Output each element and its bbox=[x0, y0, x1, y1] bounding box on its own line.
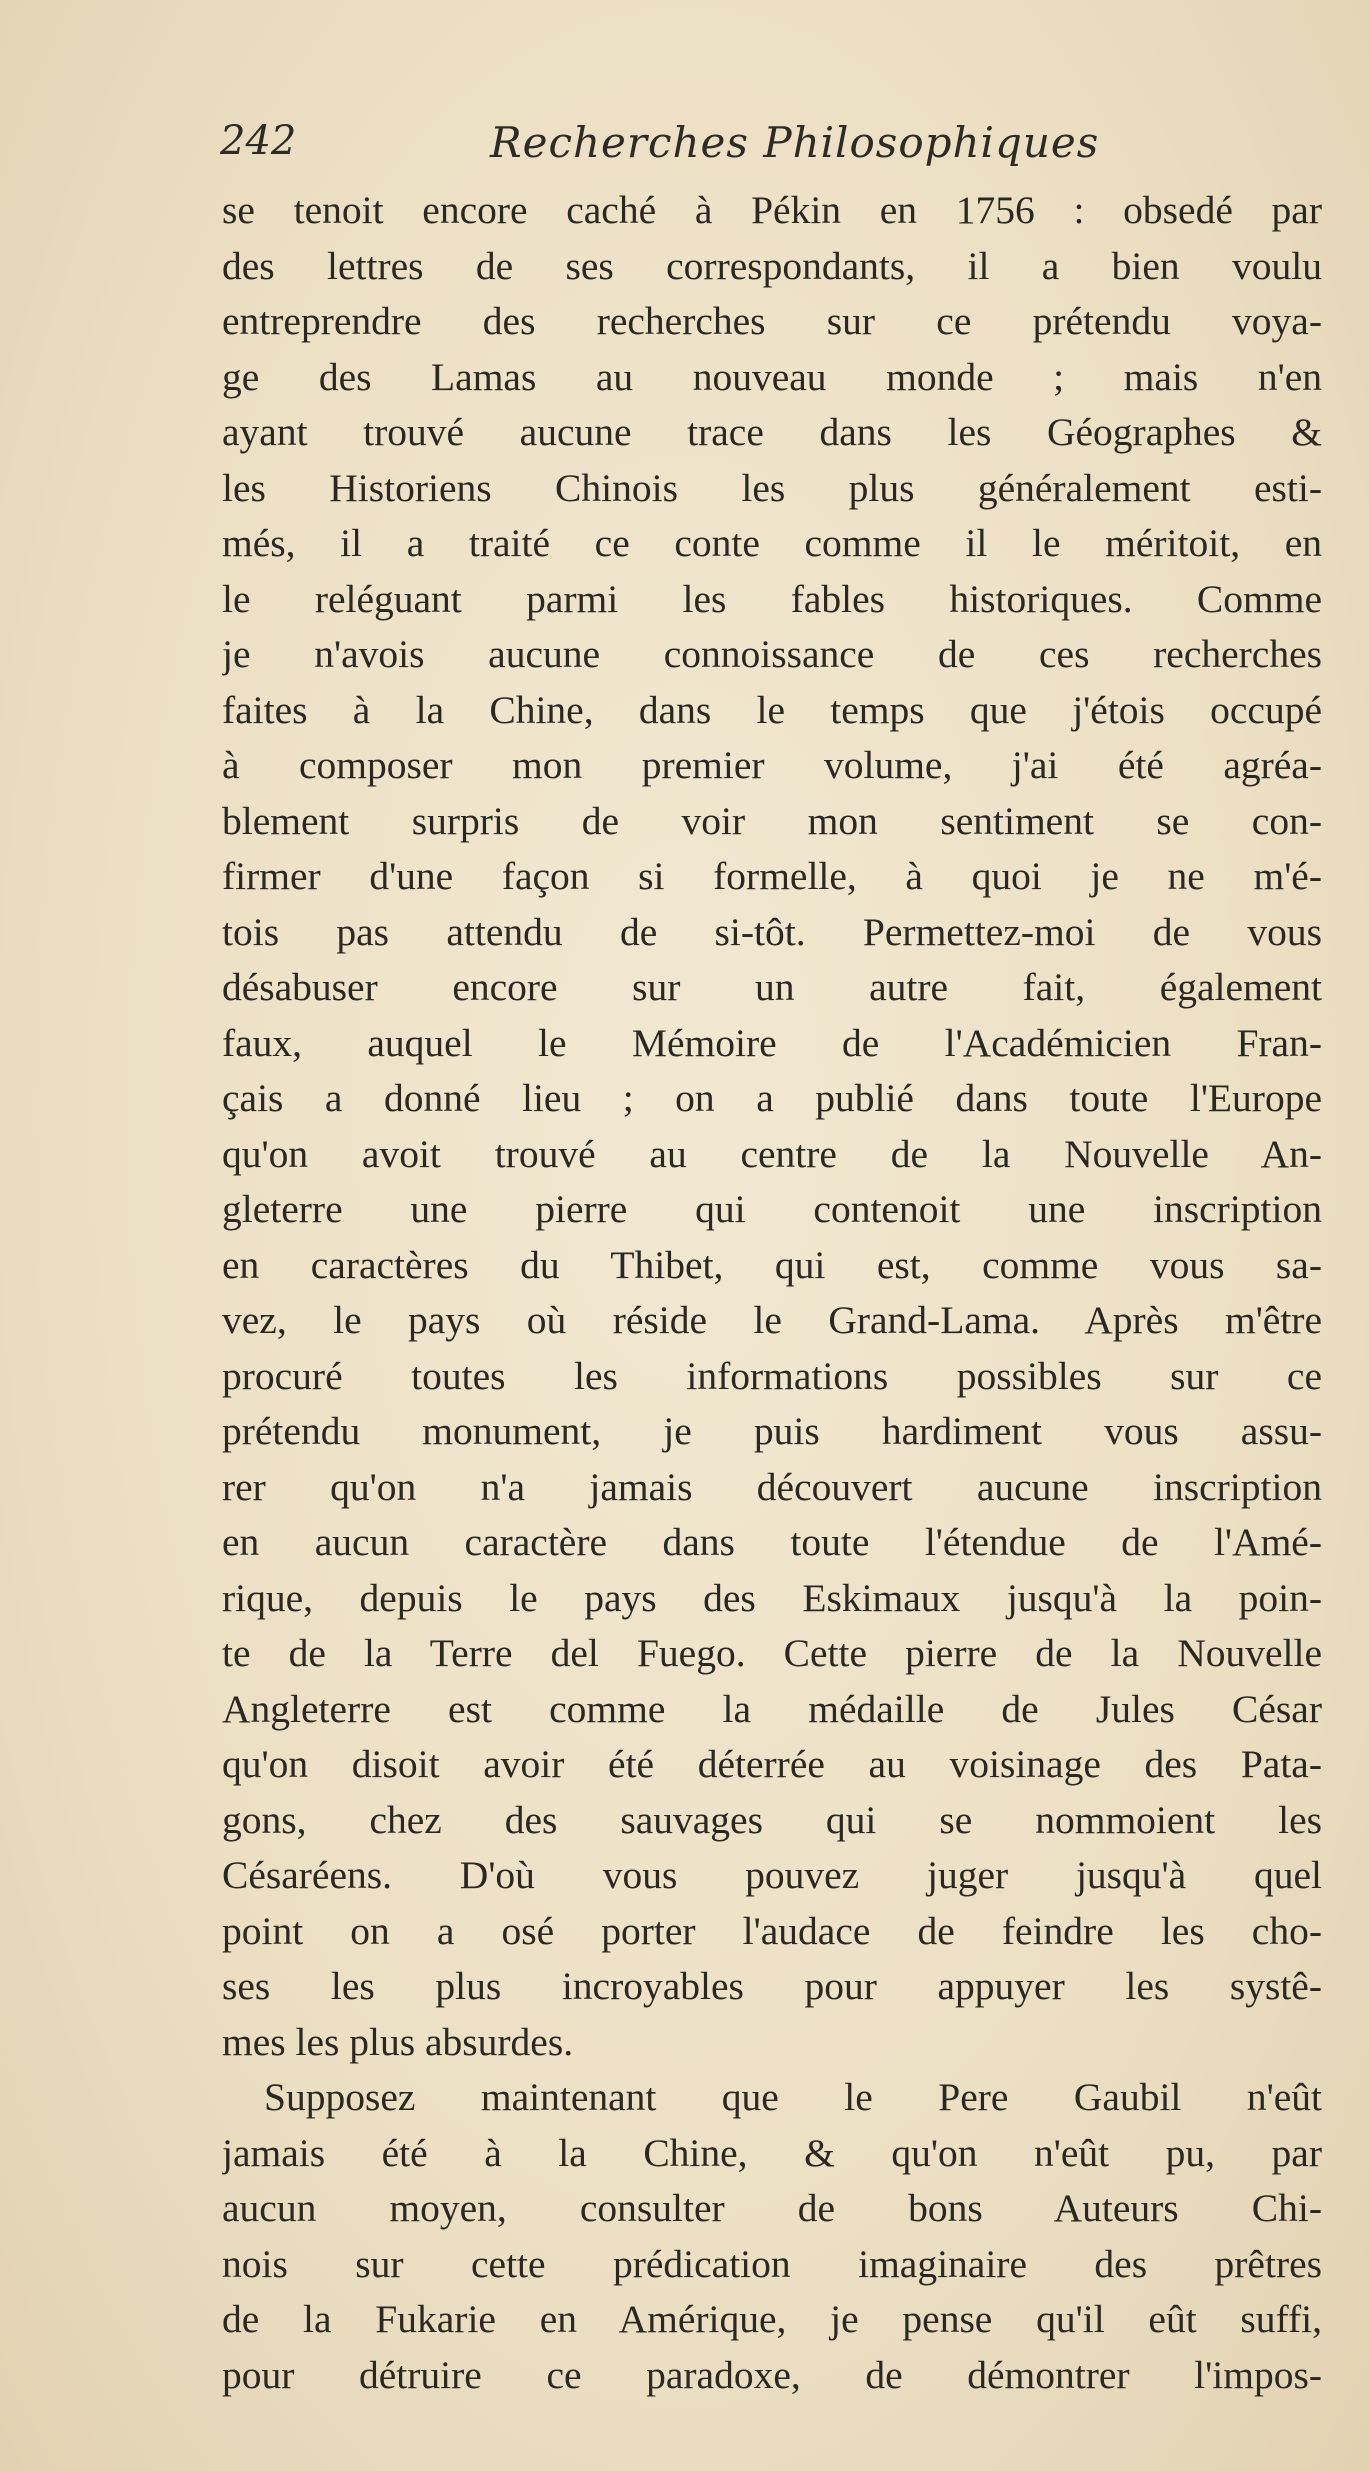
text-line: prétendu monument, je puis hardiment vous assu- bbox=[222, 1409, 1322, 1453]
page-header bbox=[220, 118, 1100, 188]
running-title: Recherches Philosophiques bbox=[490, 118, 1100, 167]
text-line: te de la Terre del Fuego. Cette pierre de la Nouvelle bbox=[222, 1631, 1322, 1675]
text-line: Césaréens. D'où vous pouvez juger jusqu'à quel bbox=[222, 1853, 1322, 1897]
text-line: blement surpris de voir mon sentiment se con- bbox=[222, 798, 1322, 843]
text-line: le reléguant parmi les fables historiques. Comme bbox=[222, 576, 1322, 621]
text-line: tois pas attendu de si-tôt. Permettez-moi de vous bbox=[222, 909, 1322, 954]
text-line: faites à la Chine, dans le temps que j'étois occupé bbox=[222, 687, 1322, 732]
text-line: à composer mon premier volume, j'ai été agréa- bbox=[222, 743, 1322, 787]
text-line: procuré toutes les informations possibles sur ce bbox=[222, 1353, 1322, 1398]
text-line: çais a donné lieu ; on a publié dans toute l'Europe bbox=[222, 1076, 1322, 1120]
text-line: se tenoit encore caché à Pékin en 1756 : obsedé par bbox=[222, 188, 1322, 232]
text-line: aucun moyen, consulter de bons Auteurs Chi- bbox=[222, 2186, 1322, 2230]
text-line: mes les plus absurdes. bbox=[222, 2019, 574, 2064]
text-line: de la Fukarie en Amérique, je pense qu'il eût suffi, bbox=[222, 2297, 1322, 2341]
text-line: les Historiens Chinois les plus généralement esti- bbox=[222, 465, 1322, 510]
body-text bbox=[222, 183, 1322, 2403]
text-line: point on a osé porter l'audace de feindre les cho- bbox=[222, 1908, 1322, 1953]
text-line: qu'on avoit trouvé au centre de la Nouvelle An- bbox=[222, 1131, 1322, 1176]
text-line: més, il a traité ce conte comme il le méritoit, en bbox=[222, 521, 1322, 565]
text-line: nois sur cette prédication imaginaire des prêtres bbox=[222, 2241, 1322, 2286]
text-line: pour détruire ce paradoxe, de démontrer l'impos- bbox=[222, 2352, 1322, 2397]
text-line: qu'on disoit avoir été déterrée au voisinage des Pata- bbox=[222, 1742, 1322, 1786]
text-line: je n'avois aucune connoissance de ces recherches bbox=[222, 632, 1322, 676]
text-line: désabuser encore sur un autre fait, également bbox=[222, 965, 1322, 1009]
text-line: Angleterre est comme la médaille de Jules César bbox=[222, 1686, 1322, 1731]
text-line: des lettres de ses correspondants, il a bien voulu bbox=[222, 243, 1322, 288]
text-line: faux, auquel le Mémoire de l'Académicien Fran- bbox=[222, 1020, 1322, 1065]
text-line: gons, chez des sauvages qui se nommoient les bbox=[222, 1797, 1322, 1842]
text-line: ses les plus incroyables pour appuyer les systê- bbox=[222, 1964, 1322, 2008]
page-number: 242 bbox=[220, 118, 297, 164]
text-line: en caractères du Thibet, qui est, comme vous sa- bbox=[222, 1242, 1322, 1287]
text-line: ge des Lamas au nouveau monde ; mais n'en bbox=[222, 354, 1322, 399]
text-line: Supposez maintenant que le Pere Gaubil n'eût bbox=[264, 2075, 1322, 2119]
text-line: entreprendre des recherches sur ce prétendu voya- bbox=[222, 299, 1322, 343]
text-line: gleterre une pierre qui contenoit une inscription bbox=[222, 1187, 1322, 1231]
text-line: en aucun caractère dans toute l'étendue de l'Amé- bbox=[222, 1520, 1322, 1564]
text-line: rer qu'on n'a jamais découvert aucune inscription bbox=[222, 1464, 1322, 1509]
text-line: ayant trouvé aucune trace dans les Géographes & bbox=[222, 410, 1322, 454]
text-line: rique, depuis le pays des Eskimaux jusqu'à la poin- bbox=[222, 1575, 1322, 1620]
text-line: jamais été à la Chine, & qu'on n'eût pu, par bbox=[222, 2130, 1322, 2175]
text-line: firmer d'une façon si formelle, à quoi je ne m'é- bbox=[222, 854, 1322, 898]
text-line: vez, le pays où réside le Grand-Lama. Après m'être bbox=[222, 1298, 1322, 1342]
